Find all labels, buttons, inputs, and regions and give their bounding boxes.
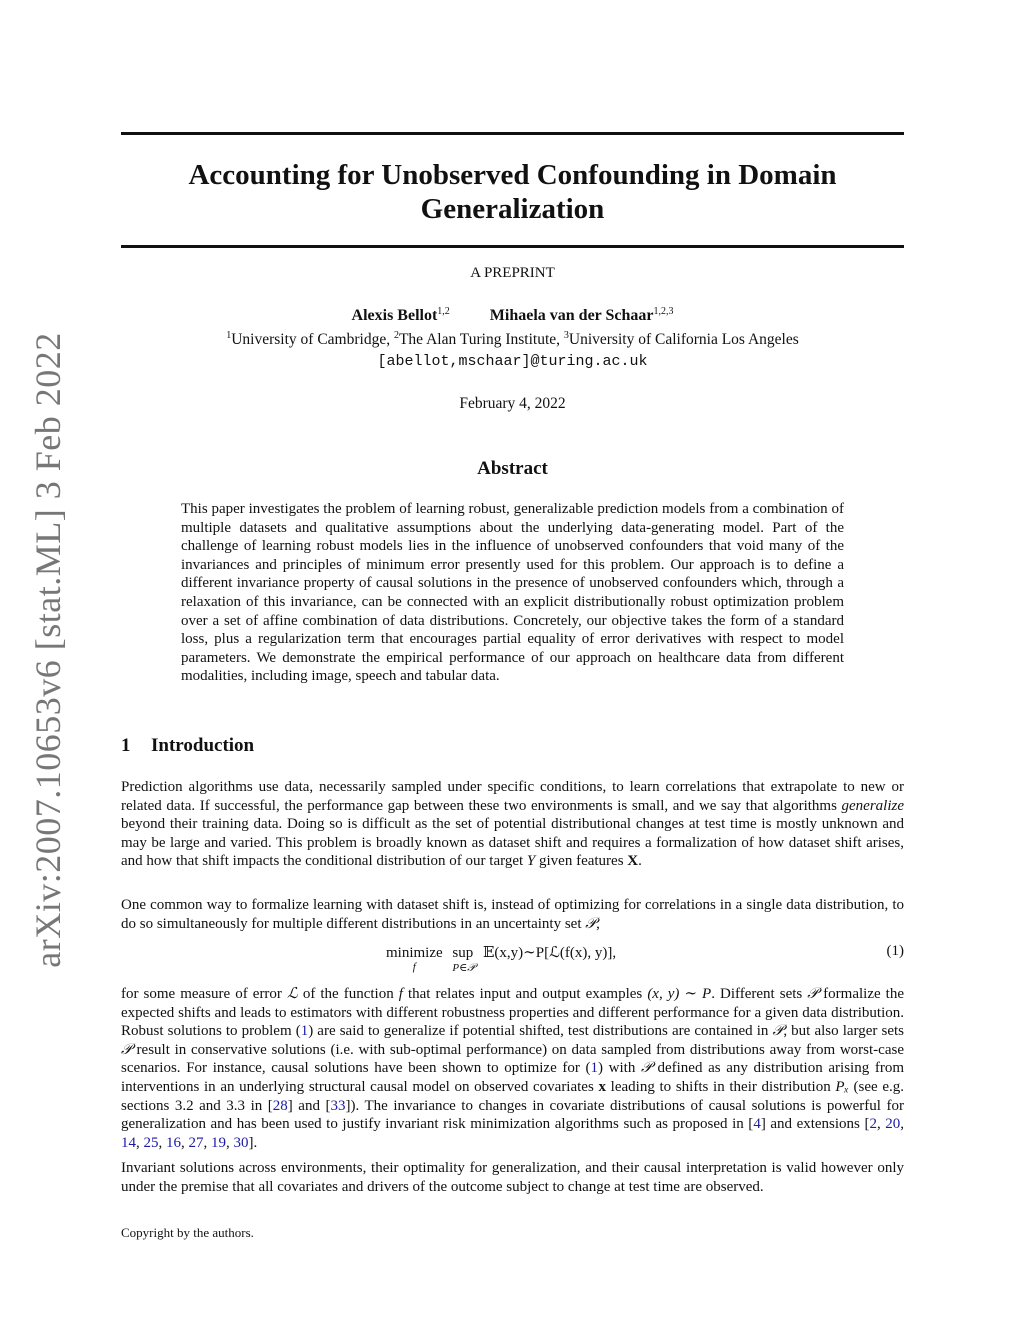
citation-link[interactable]: 20 xyxy=(885,1116,901,1133)
eq-operator-text: minimize xyxy=(386,945,443,961)
copyright-footer: Copyright by the authors. xyxy=(121,1225,254,1240)
text: that relates input and output examples xyxy=(402,986,648,1002)
math-symbol: Pₓ xyxy=(835,1078,849,1095)
author-affil-mark: 1,2 xyxy=(437,306,450,317)
arxiv-stamp: arXiv:2007.10653v6 [stat.ML] 3 Feb 2022 xyxy=(28,332,68,968)
text: given features xyxy=(535,853,628,870)
affil-mark: 2 xyxy=(393,330,399,341)
text: leading to shifts in their distribution xyxy=(605,1078,836,1095)
citation-link[interactable]: 4 xyxy=(753,1116,761,1133)
author-name: Alexis Bellot xyxy=(351,307,438,324)
citation-link[interactable]: 33 xyxy=(330,1097,346,1114)
citation-link[interactable]: 2 xyxy=(869,1116,877,1133)
eq-subscript: P∈𝒫 xyxy=(452,962,476,974)
text: ) with xyxy=(598,1060,641,1077)
citation-link[interactable]: 27 xyxy=(188,1134,204,1151)
affiliations xyxy=(121,330,904,349)
text: defined as any distribution arising from interventions in an underlying structural causal model on observed covariates xyxy=(121,1060,904,1095)
math-symbol: 𝒫 xyxy=(807,986,819,1002)
paper-title xyxy=(121,158,904,226)
equation-body xyxy=(386,943,617,974)
section-heading xyxy=(121,735,254,757)
section-number: 1 xyxy=(121,735,131,756)
title-rule-bottom xyxy=(121,245,904,248)
eq-operator-text: sup xyxy=(452,945,474,961)
eq-expression: 𝔼(x,y)∼P[ℒ(f(x), y)], xyxy=(483,945,617,961)
author-affil-mark: 1,2,3 xyxy=(653,306,674,317)
citation-link[interactable]: 28 xyxy=(272,1097,288,1114)
text: beyond their training data. Doing so is difficult as the set of potential distributional changes at test time is mostly unknown and may be large and varied. This problem is broadly known as dataset shift and requires a formalization of how dataset shift arises, and how that shift impacts the conditional distribution of our target xyxy=(121,816,904,870)
author xyxy=(490,306,674,325)
text: ] and extensions [ xyxy=(760,1116,870,1133)
text: ]. xyxy=(248,1134,258,1151)
citation-link[interactable]: 25 xyxy=(143,1134,159,1151)
abstract-heading: Abstract xyxy=(477,458,548,479)
text: . Different sets xyxy=(711,986,808,1002)
equation-ref-link[interactable]: 1 xyxy=(300,1023,309,1040)
text: ) are said to generalize if potential shifted, test distributions are contained in xyxy=(308,1023,773,1040)
text: formalize the expected shifts and leads to estimators with different robustness properties and different performance for a given data distribution. Robust solutions to problem ( xyxy=(121,986,904,1040)
text: , xyxy=(596,915,600,932)
eq-operator xyxy=(386,945,443,973)
math-symbol: 𝒫 xyxy=(121,1041,132,1058)
citation-link[interactable]: 30 xyxy=(233,1134,249,1151)
author-email: [abellot,mschaar]@turing.ac.uk xyxy=(377,353,648,370)
affiliation: University of California Los Angeles xyxy=(568,331,799,348)
affiliation: The Alan Turing Institute, xyxy=(398,331,564,348)
intro-paragraph-1 xyxy=(121,778,904,871)
preprint-label: A PREPRINT xyxy=(470,265,555,281)
emphasis: generalize xyxy=(841,797,904,814)
text: for some measure of error xyxy=(121,986,287,1002)
text: Prediction algorithms use data, necessarily sampled under specific conditions, to learn correlations that extrapolate to new or related data. If successful, the performance gap between these two environments is small, and we say that algorithms xyxy=(121,779,904,814)
text: of the function xyxy=(297,986,399,1002)
math-symbol: ℒ xyxy=(286,986,298,1002)
author xyxy=(352,306,450,325)
eq-operator xyxy=(452,945,476,974)
paper-date: February 4, 2022 xyxy=(459,395,566,412)
citation-link[interactable]: 19 xyxy=(211,1134,226,1151)
section-title: Introduction xyxy=(151,735,255,756)
math-symbol: 𝒫 xyxy=(585,915,597,932)
citation-link[interactable]: 16 xyxy=(166,1134,181,1151)
text: , but also larger sets xyxy=(783,1023,904,1040)
math-symbol: 𝒫 xyxy=(641,1060,652,1077)
text: One common way to formalize learning with dataset shift is, instead of optimizing for correlations in a single data distribution, to do so simultaneously for multiple different distributions in an uncertainty set xyxy=(121,897,904,932)
author-name: Mihaela van der Schaar xyxy=(489,307,654,324)
math-symbol: (x, y) ∼ P xyxy=(647,986,712,1002)
text: . xyxy=(638,853,642,870)
math-symbol: x xyxy=(598,1078,606,1095)
eq-subscript: f xyxy=(412,961,416,973)
abstract-text: This paper investigates the problem of learning robust, generalizable prediction models from a combination of multiple datasets and qualitative assumptions about the underlying data-generating model. Part of the challenge of learning robust models lies in the influence of unobserved confounders that void many of the invariances and principles of minimum error presently used for this problem. Our approach is to define a different invariance property of causal solutions in the presence of unobserved confounders which, through a relaxation of this invariance, can be connected with an explicit distributionally robust optimization problem over a set of affine combination of data distributions. Concretely, our objective takes the form of a standard loss, plus a regularization term that encourages partial equality of error derivatives with respect to model parameters. We demonstrate the empirical performance of our approach on healthcare data from different modalities, including image, speech and tabular data. xyxy=(181,501,844,685)
citation-link[interactable]: 14 xyxy=(121,1134,136,1151)
math-symbol: Y xyxy=(526,853,536,870)
intro-paragraph-2 xyxy=(121,896,904,933)
title-line: Accounting for Unobserved Confounding in Domain xyxy=(188,159,837,191)
text: result in conservative solutions (i.e. with sub-optimal performance) on data sampled from distributions away from worst-case scenarios. For instance, causal solutions have been shown to optimize for ( xyxy=(121,1041,904,1077)
equation-ref-link[interactable]: 1 xyxy=(590,1060,599,1077)
title-rule-top xyxy=(121,132,904,135)
title-line: Generalization xyxy=(420,193,605,225)
math-symbol: X xyxy=(627,853,639,870)
math-symbol: 𝒫 xyxy=(772,1023,784,1040)
affiliation: University of Cambridge, xyxy=(231,331,394,348)
affil-mark: 1 xyxy=(226,330,232,341)
affil-mark: 3 xyxy=(563,330,569,341)
equation-1 xyxy=(121,943,904,979)
equation-number: (1) xyxy=(886,943,904,959)
math-symbol: f xyxy=(398,986,403,1002)
text: ]). The invariance to changes in covariate distributions of causal solutions is powerful for generalization and has been used to justify invariant risk minimization algorithms such as proposed in [ xyxy=(121,1097,904,1133)
author-list xyxy=(121,306,904,325)
intro-paragraph-4: Invariant solutions across environments, their optimality for generalization, and their causal interpretation is valid however only under the premise that all covariates and drivers of the outcome subject to change at test time are observed. xyxy=(121,1160,904,1195)
text: ] and [ xyxy=(287,1097,331,1114)
text: (see e.g. sections 3.2 and 3.3 in [ xyxy=(121,1078,904,1114)
intro-paragraph-3: for some measure of error ℒ of the function f that relates input and output examples (x, y) ∼ P. Different sets 𝒫 formalize the expected shifts and leads to estimators with different robustness properties and different performance for a given data distribution. Robust solutions to problem (1) are said to generalize if potential shifted, test distributions are contained in 𝒫, but also larger sets 𝒫 result in conservative solutions (i.e. with sub-optimal performance) on data sampled from distributions away from worst-case scenarios. For instance, causal solutions have been shown to optimize for (1) with 𝒫 defined as any distribution arising from interventions in an underlying structural causal model on observed covariates x leading to shifts in their distribution Pₓ (see e.g. sections 3.2 and 3.3 in [28] and [33]). The invariance to changes in covariate distributions of causal solutions is powerful for generalization and has been used to justify invariant risk minimization algorithms such as proposed in [4] and extensions [2, 20, 14, 25, 16, 27, 19, 30]. xyxy=(121,986,905,1151)
